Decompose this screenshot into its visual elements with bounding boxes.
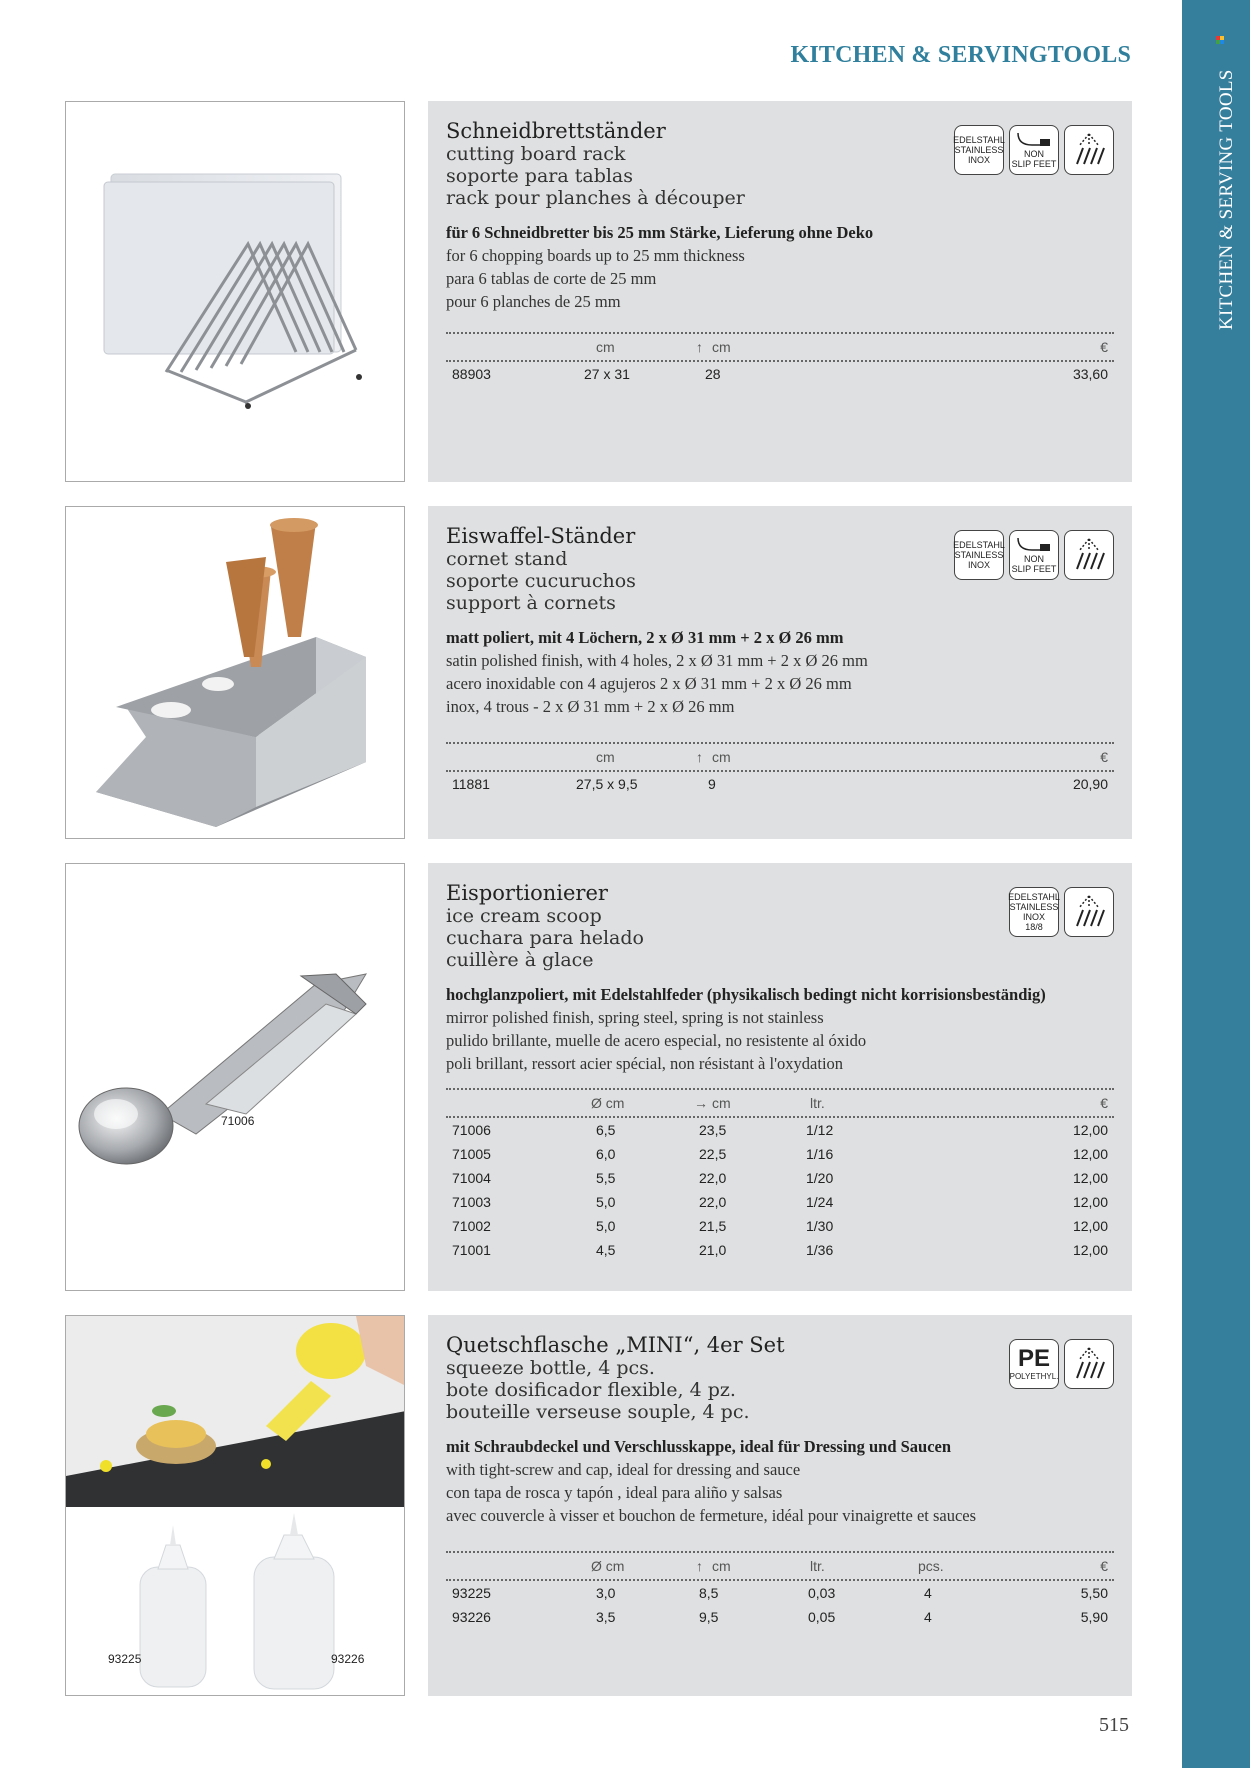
- product-image: [65, 1315, 405, 1696]
- stainless-188-badge: EDELSTAHL STAINLESS INOX 18/8: [1009, 887, 1059, 937]
- length-arrow-icon: →: [694, 1095, 708, 1111]
- color-marker-icon: [1216, 36, 1224, 44]
- dishwasher-badge: [1064, 530, 1114, 580]
- table-row: 71003 5,0 22,0 1/24 12,00: [452, 1194, 1108, 1210]
- image-label: 93225: [108, 1652, 142, 1666]
- dishwasher-icon: [1069, 892, 1109, 932]
- product-title: Quetschflasche „MINI“, 4er Set squeeze bottle, 4 pcs. bote dosificador flexible, 4 pz. bouteille verseuse souple, 4 pc.: [446, 1333, 785, 1423]
- table-row: 71005 6,0 22,5 1/16 12,00: [452, 1146, 1108, 1162]
- table-header: Ø cm ↑ cm ltr. pcs. €: [446, 1551, 1114, 1581]
- product-squeeze-bottle: [65, 1315, 1132, 1696]
- product-title: Eisportionierer ice cream scoop cuchara para helado cuillère à glace: [446, 881, 644, 971]
- squeeze-bottles-image: [66, 1507, 405, 1696]
- product-description: mit Schraubdeckel und Verschlusskappe, ideal für Dressing und Saucen with tight-screw and cap, ideal for dressing and sauce con tapa de rosca y tapón , ideal para aliño y salsas avec couvercle à visser et bouchon de fermeture, idéal pour vinaigrette et sauces: [446, 1437, 977, 1525]
- dishwasher-icon: [1069, 1344, 1109, 1384]
- polyethylene-badge: PE POLYETHYL.: [1009, 1339, 1059, 1389]
- product-table: [446, 1088, 1114, 1262]
- table-row: 71004 5,5 22,0 1/20 12,00: [452, 1170, 1108, 1186]
- product-cutting-board-rack: [65, 101, 1132, 482]
- feature-badges: [954, 530, 1114, 580]
- table-row: 93225 3,0 8,5 0,03 4 5,50: [452, 1585, 1108, 1601]
- image-label: 93226: [331, 1652, 365, 1666]
- dishwasher-icon: [1069, 130, 1109, 170]
- product-cornet-stand: [65, 506, 1132, 839]
- squeeze-bottle-photo: [66, 1316, 405, 1507]
- table-row: 11881 27,5 x 9,5 9 20,90: [452, 776, 1108, 792]
- height-arrow-icon: ↑: [696, 1558, 703, 1574]
- product-title: Eiswaffel-Ständer cornet stand soporte cucuruchos support à cornets: [446, 524, 636, 614]
- nonslip-badge: NON SLIP FEET: [1009, 125, 1059, 175]
- table-header: Ø cm → cm ltr. €: [446, 1088, 1114, 1118]
- product-info-panel: [428, 506, 1132, 839]
- table-row: 71001 4,5 21,0 1/36 12,00: [452, 1242, 1108, 1258]
- product-description: matt poliert, mit 4 Löchern, 2 x Ø 31 mm + 2 x Ø 26 mm satin polished finish, with 4 holes, 2 x Ø 31 mm + 2 x Ø 26 mm acero inoxidable con 4 agujeros 2 x Ø 31 mm + 2 x Ø 26 mm inox, 4 trous - 2 x Ø 31 mm + 2 x Ø 26 mm: [446, 628, 868, 716]
- cutting-board-rack-image: [66, 102, 405, 482]
- table-row: 93226 3,5 9,5 0,05 4 5,90: [452, 1609, 1108, 1625]
- product-image: [65, 506, 405, 839]
- table-header: cm ↑ cm €: [446, 332, 1114, 362]
- product-info-panel: [428, 1315, 1132, 1696]
- stainless-badge: EDELSTAHL STAINLESS INOX: [954, 125, 1004, 175]
- sidebar: [1182, 0, 1250, 1768]
- product-image: [65, 863, 405, 1291]
- product-ice-cream-scoop: [65, 863, 1132, 1291]
- table-row: 71002 5,0 21,5 1/30 12,00: [452, 1218, 1108, 1234]
- image-label: 71006: [221, 1114, 255, 1128]
- table-row: 88903 27 x 31 28 33,60: [452, 366, 1108, 382]
- stainless-badge: EDELSTAHL STAINLESS INOX: [954, 530, 1004, 580]
- table-row: 71006 6,5 23,5 1/12 12,00: [452, 1122, 1108, 1138]
- dishwasher-icon: [1069, 535, 1109, 575]
- nonslip-badge: NON SLIP FEET: [1009, 530, 1059, 580]
- dishwasher-badge: [1064, 1339, 1114, 1389]
- product-description: für 6 Schneidbretter bis 25 mm Stärke, Lieferung ohne Deko for 6 chopping boards up to 25 mm thickness para 6 tablas de corte de 25 mm pour 6 planches de 25 mm: [446, 223, 874, 311]
- sidebar-section-label: KITCHEN & SERVING TOOLS: [1216, 69, 1237, 330]
- product-table: [446, 332, 1114, 386]
- height-arrow-icon: ↑: [696, 749, 703, 765]
- height-arrow-icon: ↑: [696, 339, 703, 355]
- feature-badges: [1009, 887, 1114, 937]
- dishwasher-badge: [1064, 887, 1114, 937]
- product-table: [446, 742, 1114, 796]
- product-title: Schneidbrettständer cutting board rack soporte para tablas rack pour planches à découper: [446, 119, 745, 209]
- product-table: [446, 1551, 1114, 1629]
- nonslip-feet-icon: [1014, 131, 1054, 149]
- product-info-panel: [428, 101, 1132, 482]
- product-info-panel: [428, 863, 1132, 1291]
- page-number: 515: [1099, 1714, 1129, 1736]
- page-title: KITCHEN & SERVINGTOOLS: [790, 42, 1131, 68]
- feature-badges: [1009, 1339, 1114, 1389]
- product-description: hochglanzpoliert, mit Edelstahlfeder (physikalisch bedingt nicht korrisionsbeständig) mirror polished finish, spring steel, spring is not stainless pulido brillante, muelle de acero especial, no resistente al óxido poli brillant, ressort acier spécial, non résistant à l'oxydation: [446, 985, 1046, 1073]
- ice-cream-scoop-image: [66, 864, 405, 1291]
- nonslip-feet-icon: [1014, 536, 1054, 554]
- table-header: cm ↑ cm €: [446, 742, 1114, 772]
- feature-badges: [954, 125, 1114, 175]
- cornet-stand-image: [66, 507, 405, 839]
- dishwasher-badge: [1064, 125, 1114, 175]
- product-image: [65, 101, 405, 482]
